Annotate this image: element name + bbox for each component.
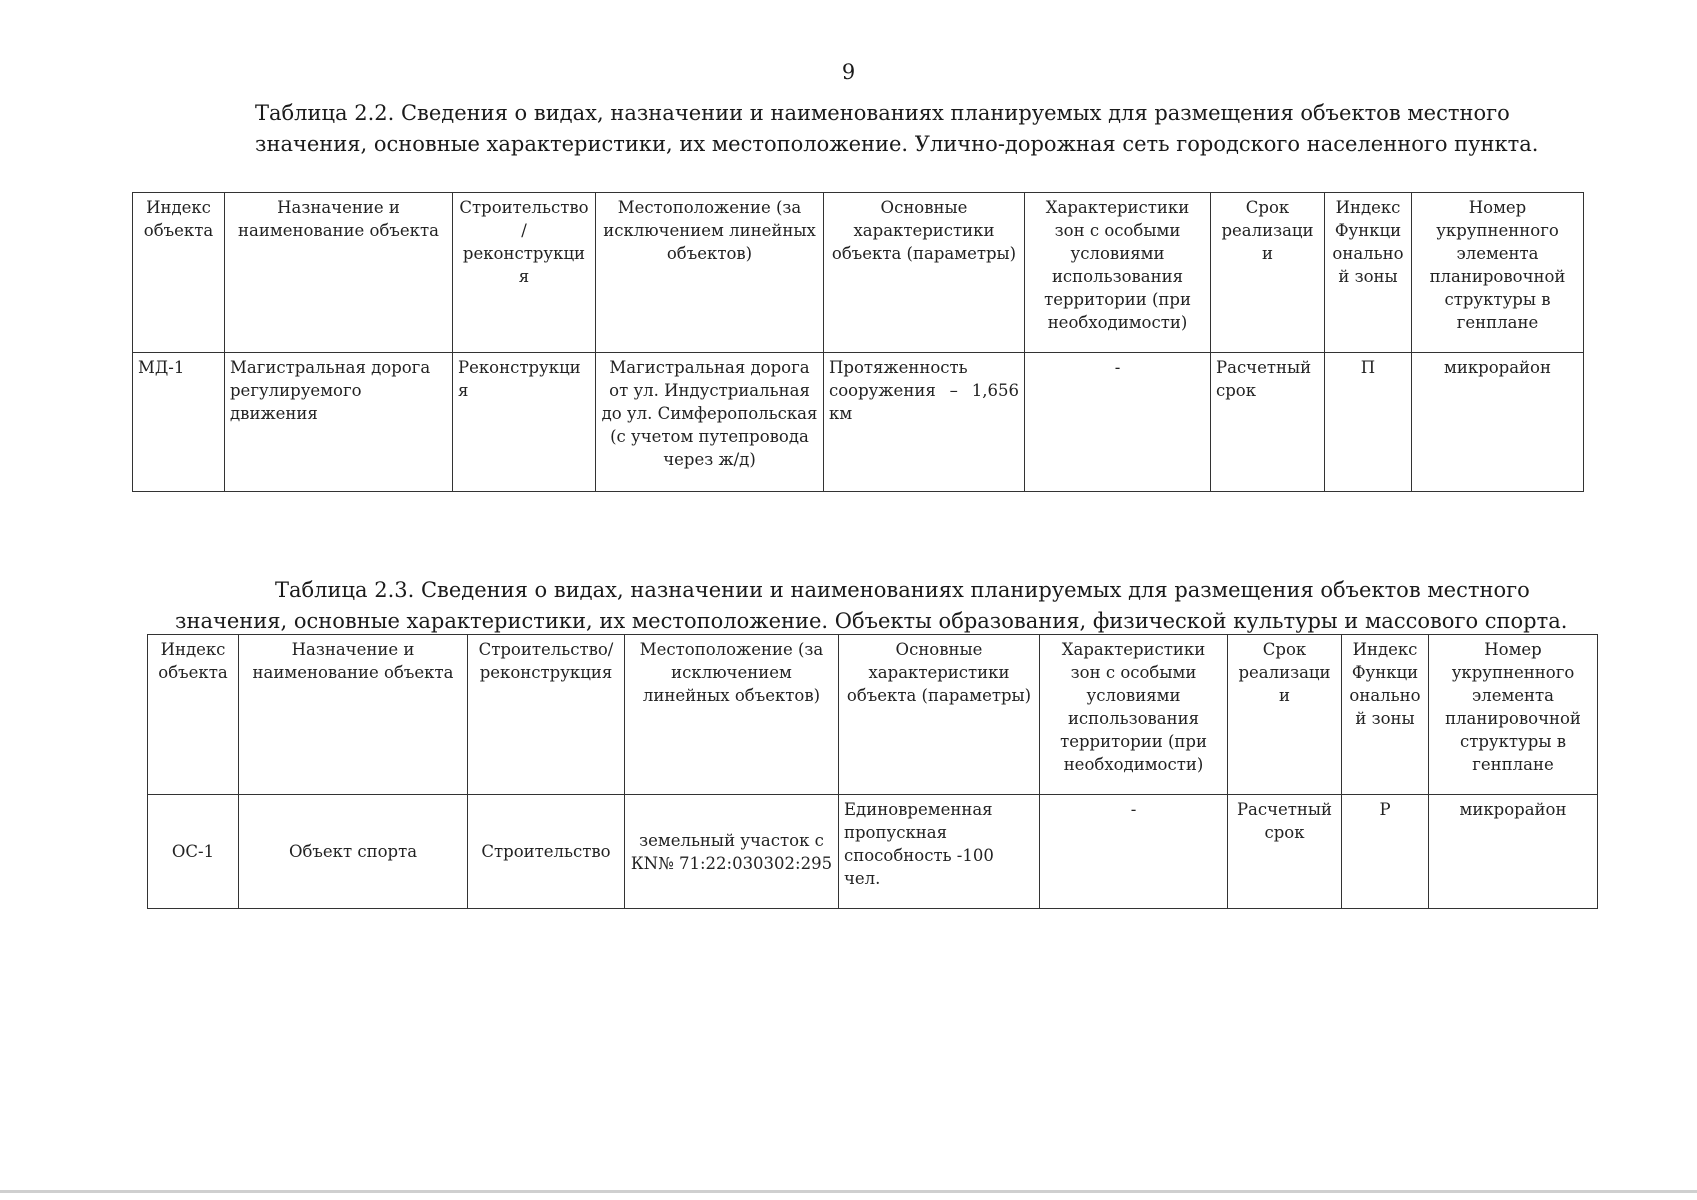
cell-term: Расчетный срок bbox=[1211, 353, 1325, 492]
table1-caption bbox=[135, 98, 1575, 160]
table-2-2 bbox=[132, 192, 1584, 492]
header-location: Местоположение (за исключением линейных объектов) bbox=[625, 635, 839, 795]
header-zone-index: Индекс Функци онально й зоны bbox=[1342, 635, 1429, 795]
cell-zones: - bbox=[1040, 795, 1228, 909]
header-element-number: Номер укрупненного элемента планировочной структуры в генплане bbox=[1412, 193, 1584, 353]
cell-construction: Реконструкция bbox=[453, 353, 596, 492]
header-characteristics: Основные характеристики объекта (параметры) bbox=[824, 193, 1025, 353]
page-number: 9 bbox=[841, 60, 856, 84]
header-zone-index: Индекс Функци онально й зоны bbox=[1325, 193, 1412, 353]
cell-term: Расчетный срок bbox=[1228, 795, 1342, 909]
table-header-row bbox=[133, 193, 1584, 353]
header-zones: Характеристики зон с особыми условиями использования территории (при необходимости) bbox=[1025, 193, 1211, 353]
table2-caption-line1: Таблица 2.3. Сведения о видах, назначении и наименованиях планируемых для размещения объектов местного bbox=[275, 578, 1530, 602]
cell-zones: - bbox=[1025, 353, 1211, 492]
header-location: Местоположение (за исключением линейных объектов) bbox=[596, 193, 824, 353]
cell-zone-index: Р bbox=[1342, 795, 1429, 909]
header-purpose: Назначение и наименование объекта bbox=[239, 635, 468, 795]
header-construction: Строительство/ реконструкция bbox=[468, 635, 625, 795]
cell-element-number: микрорайон bbox=[1412, 353, 1584, 492]
table-2-3 bbox=[147, 634, 1598, 909]
table1-caption-line1: Таблица 2.2. Сведения о видах, назначении и наименованиях планируемых для размещения объектов местного bbox=[255, 101, 1510, 125]
table2-caption-line2: значения, основные характеристики, их местоположение. Объекты образования, физической культуры и массового спорта. bbox=[175, 609, 1568, 633]
cell-element-number: микрорайон bbox=[1429, 795, 1598, 909]
header-zones: Характеристики зон с особыми условиями использования территории (при необходимости) bbox=[1040, 635, 1228, 795]
cell-location: Магистральная дорога от ул. Индустриальная до ул. Симферопольская (с учетом путепровода через ж/д) bbox=[596, 353, 824, 492]
table2-caption bbox=[175, 575, 1635, 637]
header-term: Срок реализации bbox=[1228, 635, 1342, 795]
cell-construction: Строительство bbox=[468, 795, 625, 909]
cell-index: ОС-1 bbox=[148, 795, 239, 909]
header-index: Индекс объекта bbox=[148, 635, 239, 795]
page-bottom-divider bbox=[0, 1190, 1697, 1193]
table-row bbox=[148, 795, 1598, 909]
cell-purpose: Магистральная дорога регулируемого движения bbox=[225, 353, 453, 492]
header-characteristics: Основные характеристики объекта (параметры) bbox=[839, 635, 1040, 795]
header-term: Срок реализации bbox=[1211, 193, 1325, 353]
cell-index: МД-1 bbox=[133, 353, 225, 492]
header-index: Индекс объекта bbox=[133, 193, 225, 353]
table1-caption-line2: значения, основные характеристики, их местоположение. Улично-дорожная сеть городского населенного пункта. bbox=[255, 132, 1539, 156]
header-element-number: Номер укрупненного элемента планировочной структуры в генплане bbox=[1429, 635, 1598, 795]
cell-characteristics: Единовременная пропускная способность -100 чел. bbox=[839, 795, 1040, 909]
cell-characteristics: Протяженность сооружения – 1,656 км bbox=[824, 353, 1025, 492]
header-construction: Строительство / реконструкция bbox=[453, 193, 596, 353]
header-purpose: Назначение и наименование объекта bbox=[225, 193, 453, 353]
cell-zone-index: П bbox=[1325, 353, 1412, 492]
table-header-row bbox=[148, 635, 1598, 795]
cell-purpose: Объект спорта bbox=[239, 795, 468, 909]
table-row bbox=[133, 353, 1584, 492]
cell-location: земельный участок с КN№ 71:22:030302:295 bbox=[625, 795, 839, 909]
